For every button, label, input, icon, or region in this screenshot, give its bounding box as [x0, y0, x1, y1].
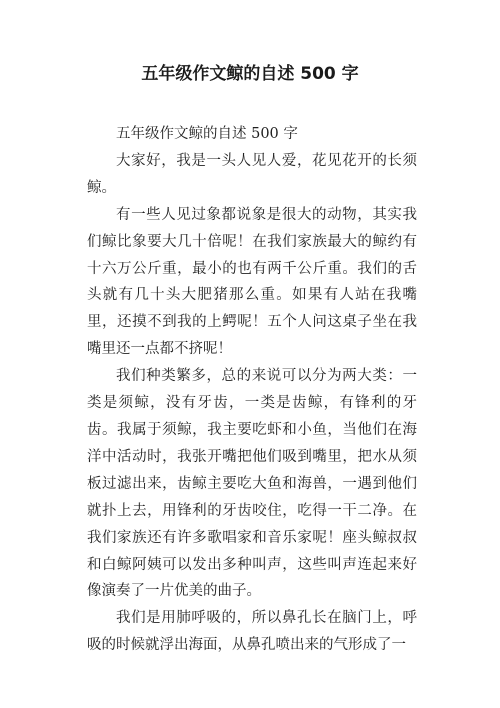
document-body: [87, 121, 417, 659]
paragraph: 大家好，我是一头人见人爱，花见花开的长须鲸。: [87, 152, 417, 196]
paragraph-heading: 五年级作文鲸的自述 500 字: [116, 126, 298, 142]
paragraph: 我们是用肺呼吸的，所以鼻孔长在脑门上，呼吸的时候就浮出海面，从鼻孔喷出来的气形成了一: [87, 610, 417, 654]
paragraph: 我们种类繁多，总的来说可以分为两大类：一类是须鲸，没有牙齿，一类是齿鲸，有锋利的牙齿。我属于须鲸，我主要吃虾和小鱼，当他们在海洋中活动时，我张开嘴把他们吸到嘴里，把水从须板过滤出来，齿鲸主要吃大鱼和海兽，一遇到他们就扑上去，用锋利的牙齿咬住，吃得一干二净。在我们家族还有许多歌唱家和音乐家呢！座头鲸叔叔和白鲸阿姨可以发出多种叫声，这些叫声连起来好像演奏了一片优美的曲子。: [87, 368, 417, 600]
document-title: 五年级作文鲸的自述 500 字: [141, 64, 359, 84]
paragraph: 有一些人见过象都说象是很大的动物，其实我们鲸比象要大几十倍呢！在我们家族最大的鲸约有十六万公斤重，最小的也有两千公斤重。我们的舌头就有几十头大肥猪那么重。如果有人站在我嘴里，还摸不到我的上鳄呢！五个人问这桌子坐在我嘴里还一点都不挤呢！: [87, 206, 417, 358]
